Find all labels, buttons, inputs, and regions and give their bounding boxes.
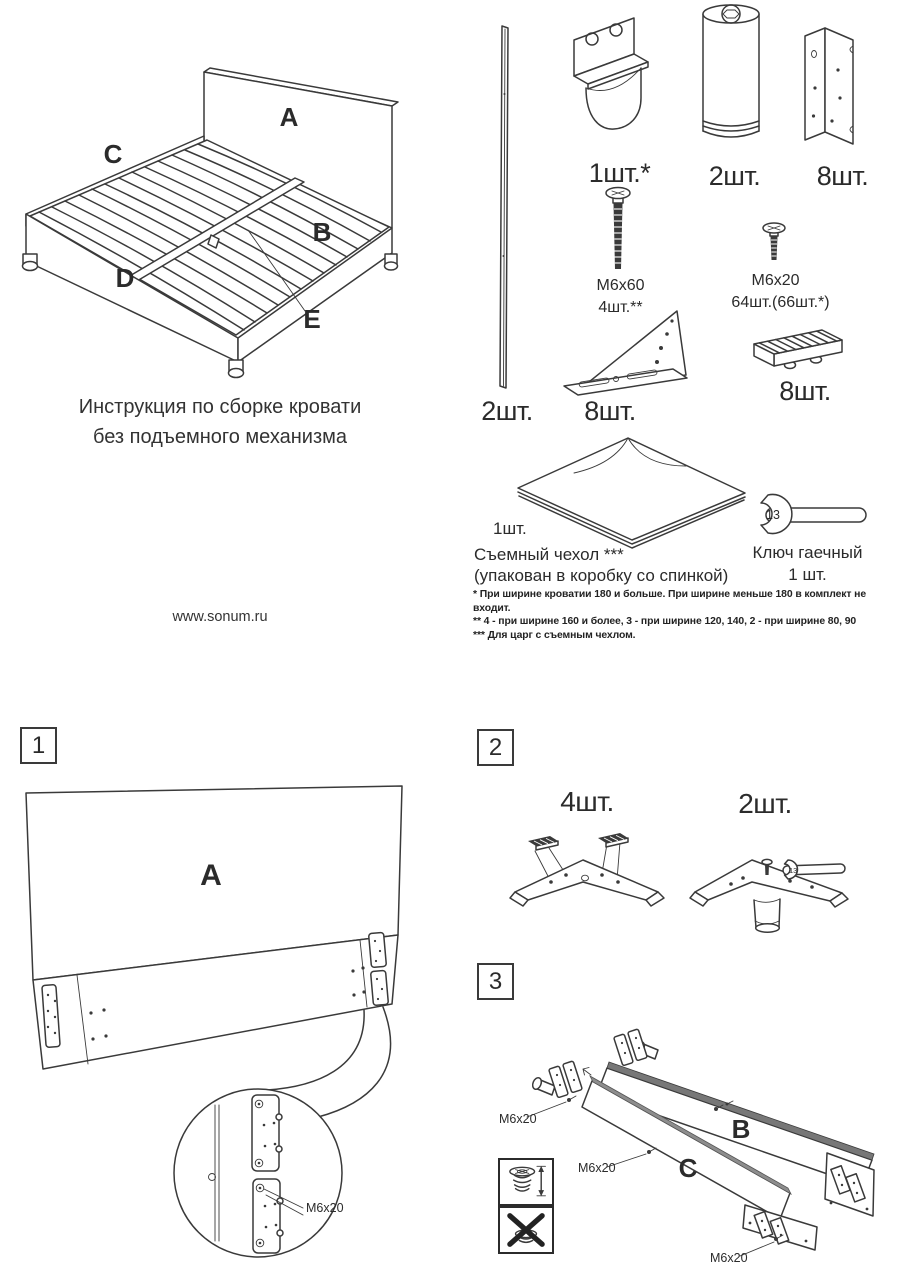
bolt-m6x20-qty: 64шт.(66шт.*) [731, 294, 830, 311]
headboard-bracket-qty: 1шт.* [588, 158, 651, 188]
corner-brace-icon [561, 308, 699, 396]
cover-icon [516, 436, 748, 550]
step3-rail-b-label: B [731, 1114, 751, 1144]
step1-bolt-label: M6x20 [306, 1201, 344, 1215]
footnote-2: ** 4 - при ширине 160 и более, 3 - при ширине 120, 140, 2 - при ширине 80, 90 [473, 616, 857, 627]
corner-angle-icon [801, 26, 859, 148]
step2-wrench-size: 13 [789, 866, 798, 875]
part-label-d: D [115, 263, 135, 293]
step2-leg [754, 899, 780, 932]
screw-gap-pictogram [498, 1158, 554, 1206]
footnotes [473, 588, 893, 642]
glide-pad-qty: 8шт. [779, 376, 831, 406]
step2-pads-qty: 4шт. [560, 786, 614, 817]
part-label-e: E [303, 304, 321, 334]
page-title [10, 392, 430, 452]
side-slat-icon [496, 24, 516, 390]
wrench-size-label: 13 [766, 508, 780, 522]
no-overtighten-pictogram [498, 1206, 554, 1254]
insert-arrow [583, 1068, 591, 1076]
wrench-qty: 1 шт. [788, 565, 827, 584]
step3-bolt-label-1: M6x20 [499, 1112, 537, 1126]
bolt-m6x60-name: M6x60 [596, 277, 645, 294]
step-3-number: 3 [477, 963, 514, 1000]
bolt-m6x20-icon [760, 222, 788, 264]
leg-qty: 2шт. [708, 161, 761, 191]
part-label-b: B [312, 217, 332, 247]
step3-bolt-label-2: M6x20 [578, 1161, 616, 1175]
cover-note: (упакован в коробку со спинкой) [474, 566, 729, 585]
wrench-icon [730, 492, 872, 538]
corner-angle-qty: 8шт. [816, 161, 869, 191]
pad-pair [528, 833, 628, 850]
rail-b-left-bracket [614, 1029, 658, 1066]
rail-c-left-bracket [531, 1061, 582, 1098]
crossed-screw-icon [502, 1211, 550, 1249]
step-1-diagram [15, 775, 445, 1280]
headboard-bracket-icon [566, 14, 664, 136]
cover-qty: 1шт. [493, 519, 527, 538]
side-slat-qty: 2шт. [481, 396, 533, 426]
step-2-diagram [450, 825, 900, 960]
cover-name: Съемный чехол *** [474, 545, 624, 564]
step-2-number: 2 [477, 729, 514, 766]
bolt-m6x60-qty: 4шт.** [598, 299, 643, 316]
bolt-m6x20-name: M6x20 [751, 272, 800, 289]
website-link[interactable]: www.sonum.ru [172, 609, 268, 625]
step3-rail-c-label: C [678, 1153, 698, 1183]
wrench-name: Ключ гаечный [752, 543, 863, 562]
bed-overview-diagram [8, 8, 438, 376]
title-line-2: без подъемного механизма [92, 426, 348, 448]
glide-pad-icon [750, 328, 846, 374]
step1-panel-label: A [200, 859, 222, 892]
step2-legs-qty: 2шт. [738, 788, 792, 819]
part-label-c: C [103, 139, 123, 169]
screw-gap-icon [502, 1163, 550, 1201]
step3-bolt-label-3: M6x20 [710, 1251, 748, 1265]
footnote-3: *** Для царг с съемным чехлом. [473, 629, 636, 641]
title-line-1: Инструкция по сборке кровати [78, 396, 362, 418]
corner-brace-qty: 8шт. [584, 396, 636, 426]
step-1-number: 1 [20, 727, 57, 764]
bolt-m6x60-icon [603, 186, 633, 274]
leg-icon [698, 3, 766, 149]
footnote-1: * При ширине кроватии 180 и больше. При ширине меньше 180 в комплект не входит. [473, 589, 867, 614]
part-label-a: A [279, 102, 299, 132]
